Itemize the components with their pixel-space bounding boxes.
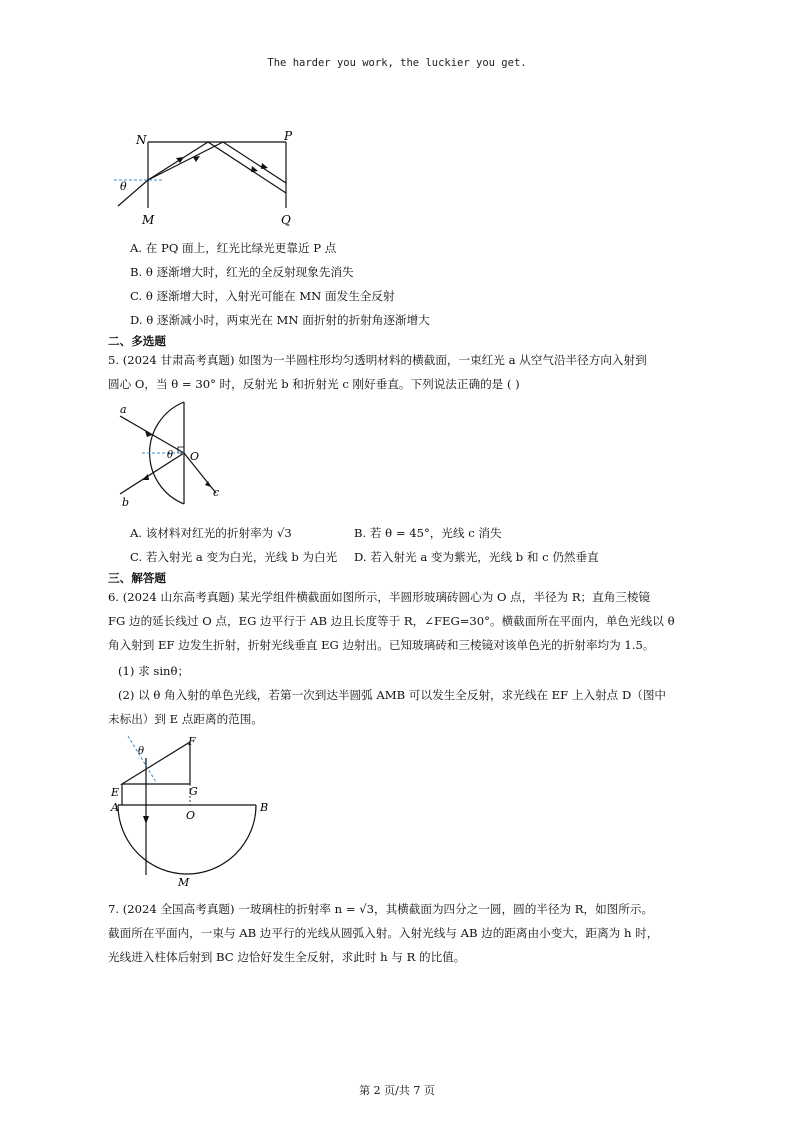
label-theta: θ: [138, 746, 145, 757]
q5-option-a: A. 该材料对红光的折射率为 √3: [130, 526, 292, 540]
label-Q: Q: [281, 213, 291, 227]
q6-sub2-line1: (2) 以 θ 角入射的单色光线，若第一次到达半圆弧 AMB 可以发生全反射，求光线在 EF 上入射点 D（图中: [118, 688, 667, 702]
label-c: c: [213, 486, 220, 499]
q6-sub1: (1) 求 sinθ；: [118, 664, 190, 678]
q6-text-line3: 角入射到 EF 边发生折射，折射光线垂直 EG 边射出。已知玻璃砖和三棱镜对该单色光的折射率均为 1.5。: [108, 638, 655, 652]
q6-text-line1: 6. (2024 山东高考真题) 某光学组件横截面如图所示，半圆形玻璃砖圆心为 O 点，半径为 R；直角三棱镜: [108, 590, 651, 604]
page-footer: 第 2 页/共 7 页: [359, 1084, 435, 1097]
ray-b: [120, 453, 184, 494]
q5-text-line1: 5. (2024 甘肃高考真题) 如图为一半圆柱形均匀透明材料的横截面，一束红光 a 从空气沿半径方向入射到: [108, 353, 647, 367]
q6-text-line2: FG 边的延长线过 O 点，EG 边平行于 AB 边且长度等于 R，∠FEG=30°。横截面所在平面内，单色光线以 θ: [108, 614, 675, 628]
q7-text-line1: 7. (2024 全国高考真题) 一玻璃柱的折射率 n = √3，其横截面为四分之一圆，圆的半径为 R，如图所示。: [108, 902, 654, 916]
label-theta: θ: [167, 450, 174, 461]
ray-c: [184, 453, 216, 493]
q4-option-a: A. 在 PQ 面上，红光比绿光更靠近 P 点: [130, 241, 337, 255]
label-P: P: [284, 129, 293, 143]
label-F: F: [188, 735, 196, 748]
prism-semicircle-figure: [108, 732, 278, 890]
label-A: A: [111, 801, 119, 814]
label-O: O: [190, 450, 200, 463]
q4-option-b: B. θ 逐渐增大时，红光的全反射现象先消失: [130, 265, 354, 279]
refracted-ray-1: [148, 142, 208, 180]
section-multi-choice-title: 二、多选题: [108, 334, 166, 348]
q5-option-c: C. 若入射光 a 变为白光，光线 b 为白光: [130, 550, 338, 564]
label-b: b: [122, 496, 130, 509]
q5-text-line2: 圆心 O，当 θ = 30° 时，反射光 b 和折射光 c 刚好垂直。下列说法正确的是 ( ): [108, 377, 520, 391]
refracted-ray-2: [148, 142, 223, 180]
prism-figure: [108, 128, 298, 230]
q4-option-d: D. θ 逐渐减小时，两束光在 MN 面折射的折射角逐渐增大: [130, 313, 430, 327]
ray-a: [120, 416, 184, 453]
page-motto: The harder you work, the luckier you get.: [267, 57, 527, 69]
label-theta: θ: [120, 180, 127, 193]
label-G: G: [189, 785, 198, 798]
label-B: B: [260, 801, 269, 814]
semicircle-figure: [112, 398, 232, 510]
q4-option-c: C. θ 逐渐增大时，入射光可能在 MN 面发生全反射: [130, 289, 395, 303]
label-E: E: [111, 786, 120, 799]
label-M: M: [142, 213, 155, 227]
q7-text-line2: 截面所在平面内，一束与 AB 边平行的光线从圆弧入射。入射光线与 AB 边的距离由小变大，距离为 h 时，: [108, 926, 659, 940]
triangle-prism: [122, 742, 190, 784]
q5-option-d: D. 若入射光 a 变为紫光，光线 b 和 c 仍然垂直: [354, 550, 599, 564]
reflected-ray-1: [208, 142, 286, 193]
section-answer-title: 三、解答题: [108, 571, 166, 585]
q5-option-b: B. 若 θ = 45°，光线 c 消失: [354, 526, 502, 540]
normal-line: [128, 736, 156, 782]
label-N: N: [136, 133, 147, 147]
q6-sub2-line2: 未标出）到 E 点距离的范围。: [108, 712, 263, 726]
q7-text-line3: 光线进入柱体后射到 BC 边恰好发生全反射，求此时 h 与 R 的比值。: [108, 950, 466, 964]
label-M: M: [178, 876, 190, 889]
label-O: O: [186, 809, 196, 822]
reflected-ray-2: [223, 142, 286, 183]
label-a: a: [120, 403, 127, 416]
